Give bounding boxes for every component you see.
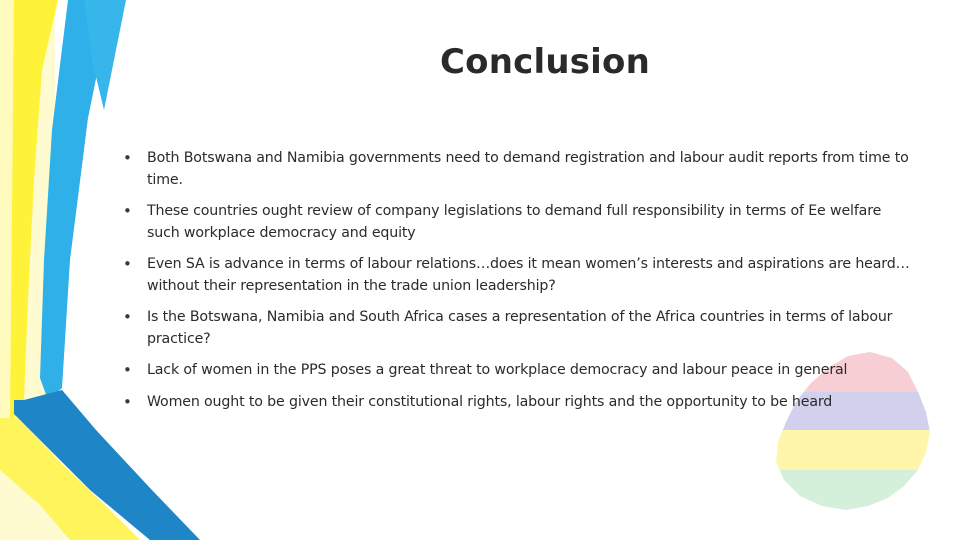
bullet-marker: • bbox=[123, 202, 132, 220]
list-item bbox=[120, 307, 910, 350]
bullet-text: Is the Botswana, Namibia and South Africa cases a representation of the Africa countries in terms of labour practice? bbox=[147, 309, 893, 347]
bullet-text: Both Botswana and Namibia governments need to demand registration and labour audit reports from time to time. bbox=[147, 150, 909, 188]
list-item bbox=[120, 360, 910, 382]
bullet-list bbox=[120, 148, 910, 413]
slide-title: Conclusion bbox=[440, 42, 650, 82]
bullet-text: Even SA is advance in terms of labour relations…does it mean women’s interests and aspirations are heard…without their representation in the trade union leadership? bbox=[147, 256, 910, 294]
bullet-text: Women ought to be given their constitutional rights, labour rights and the opportunity to be heard bbox=[147, 393, 833, 410]
bullet-text: Lack of women in the PPS poses a great threat to workplace democracy and labour peace in general bbox=[147, 362, 848, 378]
bullet-marker: • bbox=[123, 255, 132, 273]
list-item bbox=[120, 392, 910, 414]
list-item bbox=[120, 254, 910, 297]
list-item bbox=[120, 201, 910, 244]
list-item bbox=[120, 148, 910, 191]
bullet-marker: • bbox=[123, 392, 132, 411]
bullet-marker: • bbox=[123, 149, 132, 167]
bullet-marker: • bbox=[123, 361, 132, 379]
bullet-text: These countries ought review of company legislations to demand full responsibility in terms of Ee welfare such workplace democracy and equity bbox=[147, 203, 882, 241]
bullet-marker: • bbox=[123, 308, 132, 326]
